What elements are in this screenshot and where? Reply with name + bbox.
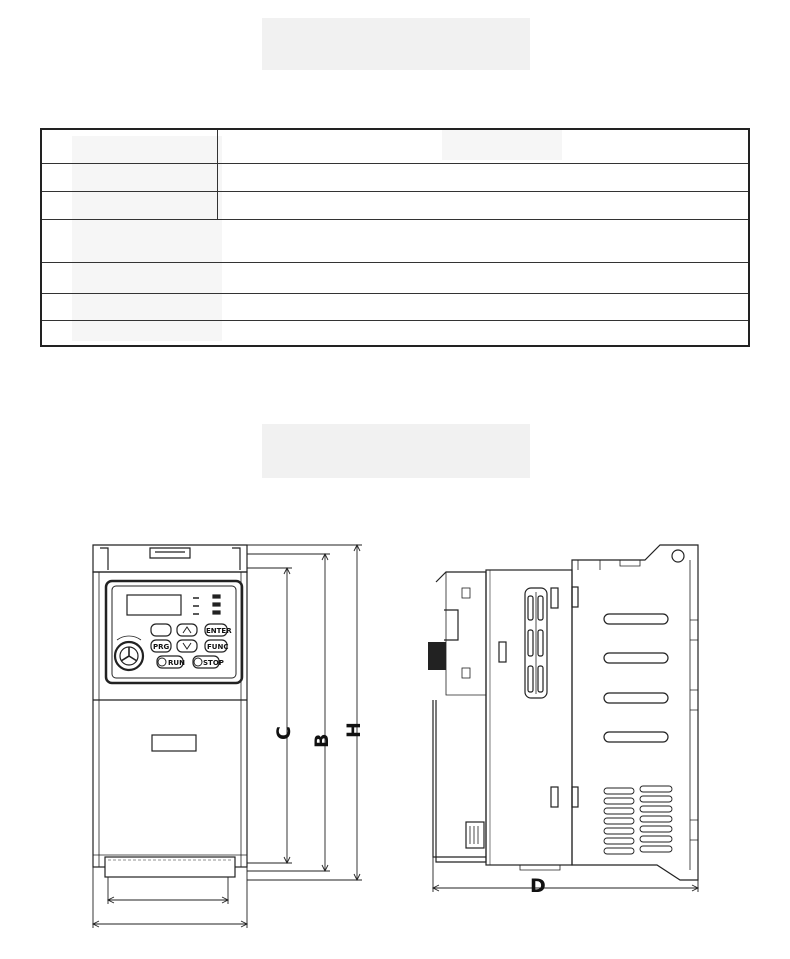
display-window [127, 595, 181, 615]
shift-key[interactable] [151, 624, 171, 636]
stop-key-label: STOP [203, 659, 224, 667]
prog-key-label: PRG [153, 643, 170, 651]
dimension-d-label: D [530, 875, 546, 897]
up-key[interactable] [177, 624, 197, 636]
run-key-label: RUN [168, 659, 185, 667]
down-key[interactable] [177, 640, 197, 652]
side-view [428, 545, 698, 880]
func-key-label: FUNC [207, 643, 229, 651]
nameplate [152, 735, 196, 751]
enter-key-label: ENTER [206, 627, 232, 635]
front-view [93, 545, 247, 877]
dimension-c-label: C [273, 726, 295, 740]
dimension-b-label: B [311, 733, 333, 748]
dimension-h-label: H [343, 722, 365, 738]
